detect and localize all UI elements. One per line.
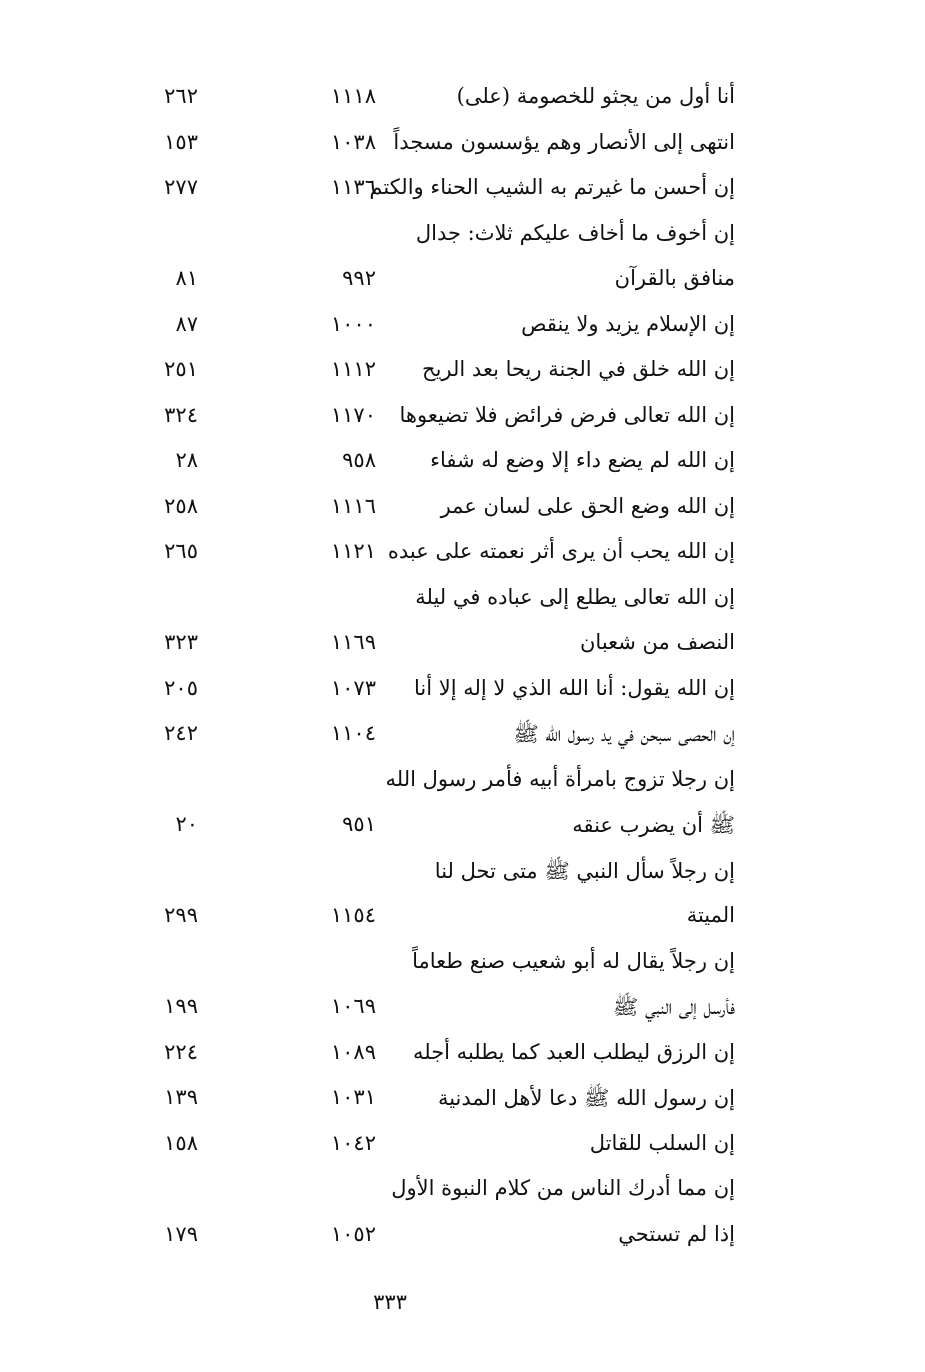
hadith-text: إن الله تعالى يطلع إلى عباده في ليلة xyxy=(415,584,735,609)
hadith-text: إن الله تعالى فرض فرائض فلا تضيعوها xyxy=(399,402,735,427)
page-reference: ٣٢٣ xyxy=(164,630,198,654)
table-row xyxy=(0,1170,925,1216)
table-row xyxy=(0,579,925,625)
hadith-text: الميتة xyxy=(686,903,735,927)
table-row xyxy=(0,943,925,989)
page-reference: ١٥٣ xyxy=(164,129,198,154)
table-row xyxy=(0,169,925,215)
hadith-number: ١٠٠٠ xyxy=(330,311,376,336)
page-number: ٣٣٣ xyxy=(373,1290,407,1314)
hadith-number: ١١٣٦ xyxy=(330,175,376,199)
hadith-text: إن أحسن ما غيرتم به الشيب الحناء والكتم xyxy=(369,175,735,199)
hadith-text: انتهى إلى الأنصار وهم يؤسسون مسجداً xyxy=(393,129,735,154)
hadith-text: إن الله يقول: أنا الله الذي لا إله إلا أنا xyxy=(414,675,735,700)
page-reference: ٢٤٢ xyxy=(164,721,198,745)
page-reference: ٢٥١ xyxy=(164,357,198,381)
hadith-text: أنا أول من يجثو للخصومة (على) xyxy=(456,84,735,108)
page-reference: ٨١ xyxy=(175,266,198,290)
hadith-number: ٩٥٨ xyxy=(342,448,376,472)
table-row xyxy=(0,260,925,306)
index-table xyxy=(0,78,925,1261)
hadith-number: ١٠٣١ xyxy=(330,1085,376,1109)
hadith-number: ٩٩٢ xyxy=(342,266,376,290)
page-reference: ٢٧٧ xyxy=(164,175,198,199)
page-reference: ١٧٩ xyxy=(164,1221,198,1246)
hadith-text: إن الله وضع الحق على لسان عمر xyxy=(440,493,735,518)
table-row xyxy=(0,78,925,124)
table-row xyxy=(0,124,925,170)
table-row xyxy=(0,852,925,898)
hadith-number: ١٠٣٨ xyxy=(330,129,376,154)
page-reference: ٢٩٩ xyxy=(164,903,198,927)
hadith-text: إن الإسلام يزيد ولا ينقص xyxy=(521,311,735,336)
hadith-text: إن رجلا تزوج بامرأة أبيه فأمر رسول الله xyxy=(385,766,735,791)
hadith-text: ﷺ أن يضرب عنقه xyxy=(572,813,735,837)
hadith-number: ١١٥٤ xyxy=(330,903,376,927)
table-row xyxy=(0,1034,925,1080)
hadith-text: إن رجلاً سأل النبي ﷺ متى تحل لنا xyxy=(434,858,735,883)
hadith-number: ١١٠٤ xyxy=(330,721,376,745)
page-reference: ١٣٩ xyxy=(164,1085,198,1109)
hadith-number: ١٠٦٩ xyxy=(330,994,376,1018)
table-row xyxy=(0,351,925,397)
table-row xyxy=(0,533,925,579)
hadith-text: إذا لم تستحي xyxy=(618,1221,735,1246)
table-row xyxy=(0,1125,925,1171)
page-reference: ٢٨ xyxy=(175,448,198,472)
page-reference: ٢٦٢ xyxy=(164,84,198,108)
page-reference: ١٩٩ xyxy=(164,994,198,1018)
hadith-number: ٩٥١ xyxy=(342,812,376,836)
table-row xyxy=(0,761,925,807)
page-reference: ٢٠ xyxy=(175,812,198,836)
table-row xyxy=(0,670,925,716)
hadith-number: ١٠٨٩ xyxy=(330,1039,376,1064)
table-row xyxy=(0,897,925,943)
hadith-number: ١١١٢ xyxy=(330,357,376,381)
hadith-text: منافق بالقرآن xyxy=(614,266,735,290)
hadith-number: ١٠٧٣ xyxy=(330,675,376,700)
hadith-number: ١١٦٩ xyxy=(330,630,376,654)
page-reference: ٢٠٥ xyxy=(164,675,198,700)
hadith-number: ١٠٥٢ xyxy=(330,1221,376,1246)
table-row xyxy=(0,1079,925,1125)
hadith-number: ١١٧٠ xyxy=(330,402,376,427)
table-row xyxy=(0,624,925,670)
table-row xyxy=(0,988,925,1034)
hadith-number: ١١١٦ xyxy=(330,493,376,518)
hadith-text: إن الله يحب أن يرى أثر نعمته على عبده xyxy=(387,539,735,563)
hadith-text: إن الرزق ليطلب العبد كما يطلبه أجله xyxy=(412,1039,735,1064)
hadith-text: إن السلب للقاتل xyxy=(589,1130,735,1155)
hadith-text: النصف من شعبان xyxy=(580,630,735,654)
hadith-number: ١٠٤٢ xyxy=(330,1130,376,1155)
page-reference: ٨٧ xyxy=(175,311,198,336)
table-row xyxy=(0,1216,925,1262)
table-row xyxy=(0,488,925,534)
hadith-text: فأرسل إلى النبي ﷺ xyxy=(612,995,735,1019)
hadith-text: إن الله لم يضع داء إلا وضع له شفاء xyxy=(430,448,735,472)
table-row xyxy=(0,806,925,852)
table-row xyxy=(0,215,925,261)
hadith-text: إن رسول الله ﷺ دعا لأهل المدنية xyxy=(437,1086,735,1110)
hadith-number: ١١٢١ xyxy=(330,539,376,563)
page-reference: ٢٢٤ xyxy=(164,1039,198,1064)
hadith-text: إن مما أدرك الناس من كلام النبوة الأول xyxy=(391,1176,735,1200)
hadith-text: إن أخوف ما أخاف عليكم ثلاث: جدال xyxy=(415,220,735,245)
hadith-number: ١١١٨ xyxy=(330,84,376,108)
page-reference: ١٥٨ xyxy=(164,1130,198,1155)
hadith-text: إن الحصى سبحن في يد رسول الله ﷺ xyxy=(513,722,735,746)
table-row xyxy=(0,715,925,761)
hadith-text: إن الله خلق في الجنة ريحا بعد الريح xyxy=(422,357,735,381)
page-reference: ٢٦٥ xyxy=(164,539,198,563)
table-row xyxy=(0,442,925,488)
table-row xyxy=(0,306,925,352)
hadith-text: إن رجلاً يقال له أبو شعيب صنع طعاماً xyxy=(412,948,735,973)
page-reference: ٢٥٨ xyxy=(164,493,198,518)
page-reference: ٣٢٤ xyxy=(164,402,198,427)
table-row xyxy=(0,397,925,443)
